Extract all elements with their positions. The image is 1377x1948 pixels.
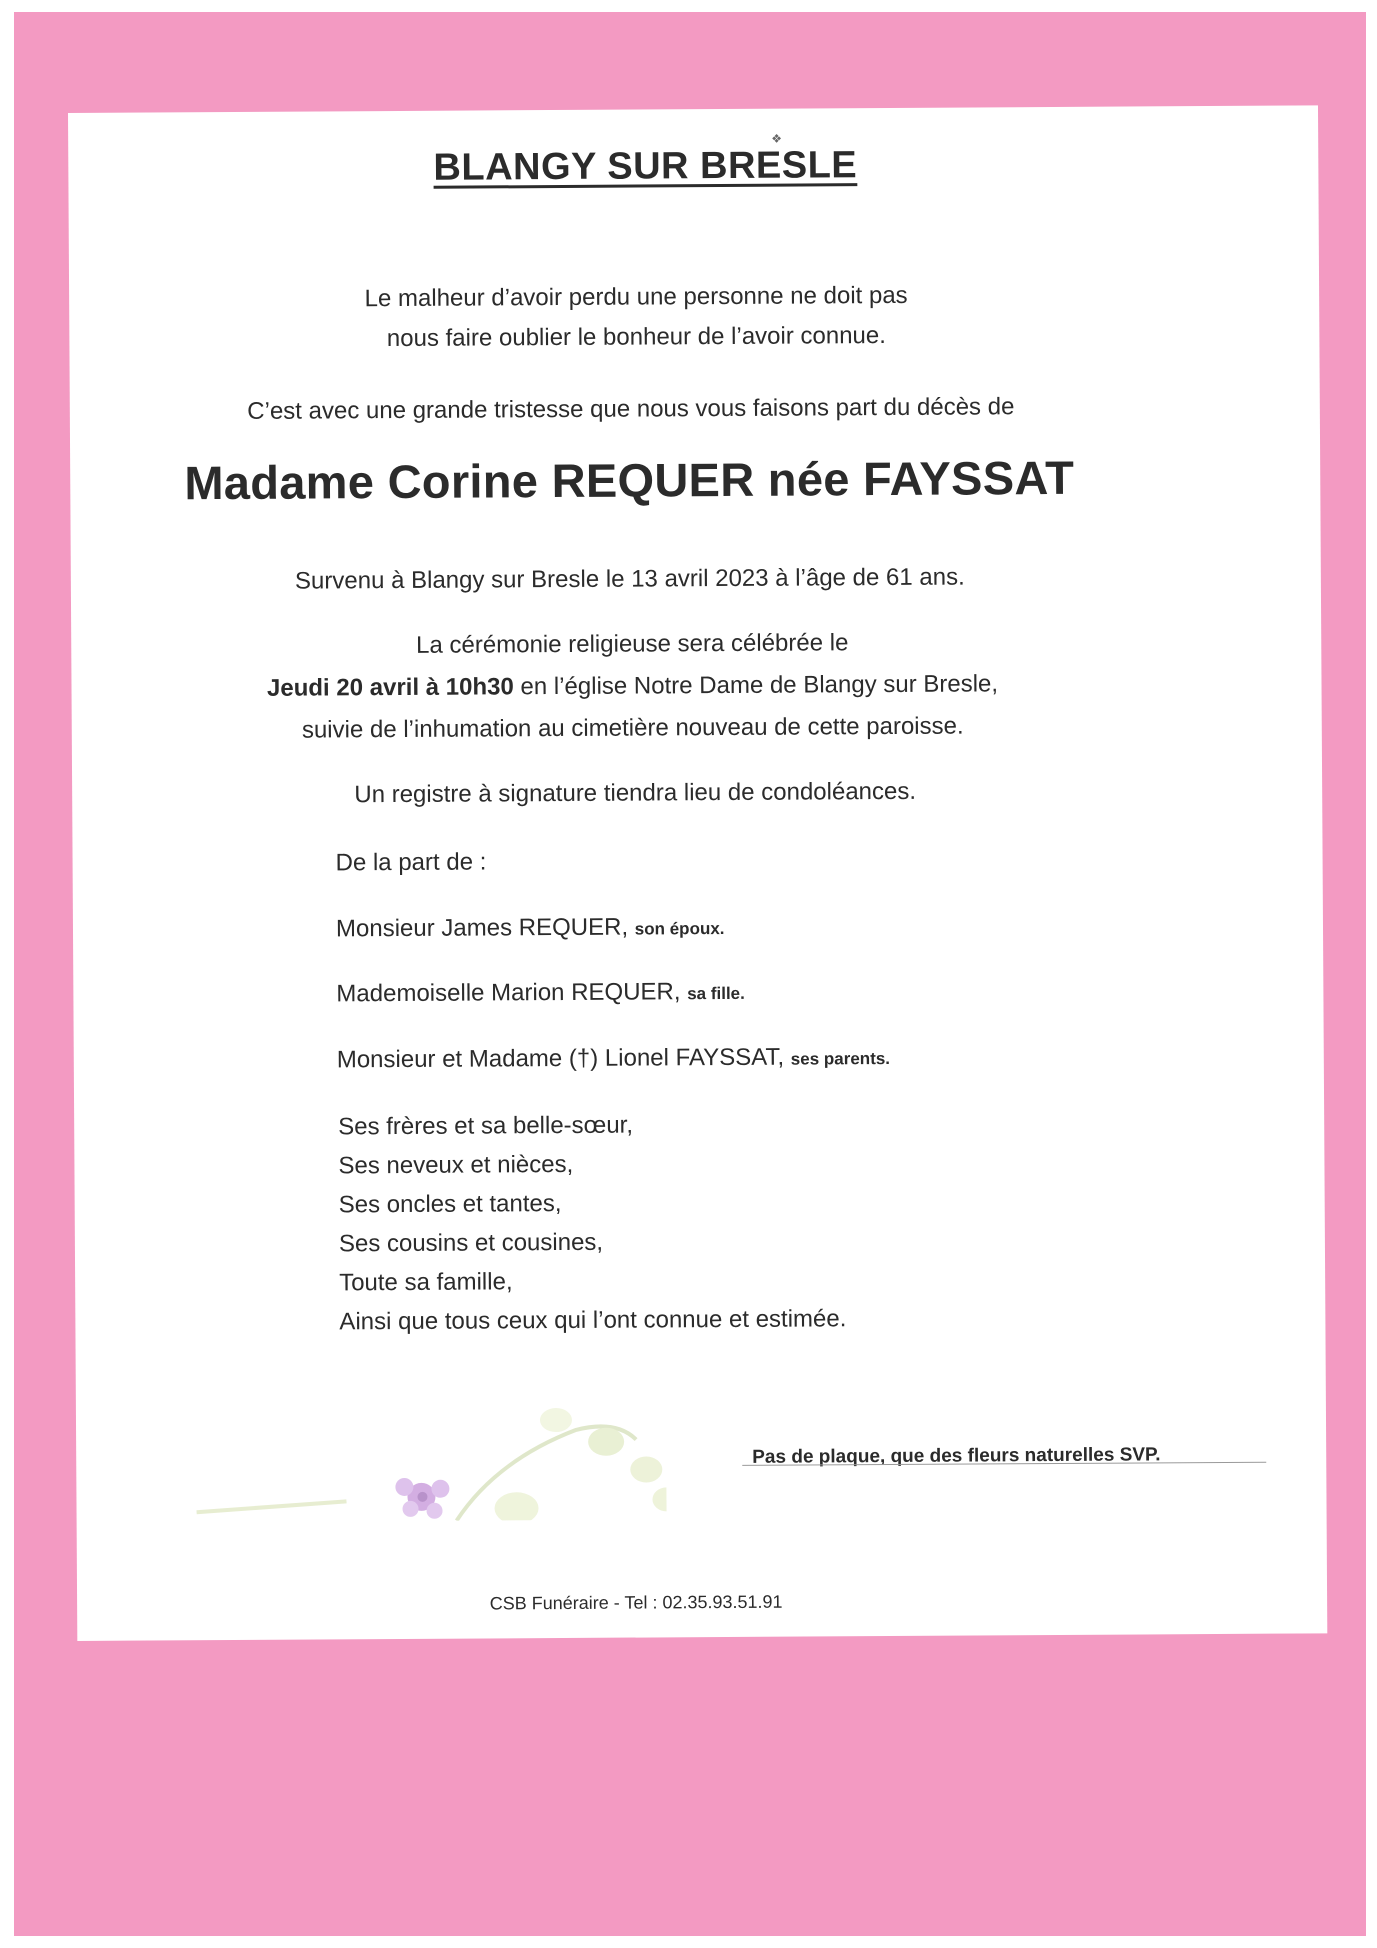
registry-text: Un registre à signature tiendra lieu de condoléances.	[354, 777, 917, 809]
others-line-3: Ses oncles et tantes,	[338, 1190, 562, 1219]
family-member-name: Mademoiselle Marion REQUER,	[336, 978, 681, 1008]
quote-line-1: Le malheur d’avoir perdu une personne ne doit pas	[364, 281, 908, 313]
quote-line-2: nous faire oublier le bonheur de l’avoir connue.	[386, 322, 886, 353]
notice-sheet	[68, 105, 1327, 1641]
ceremony-location: en l’église Notre Dame de Blangy sur Bresle,	[513, 670, 999, 701]
others-line-4: Ses cousins et cousines,	[338, 1228, 604, 1258]
decorative-mark: ❖	[771, 131, 782, 146]
ceremony-line-1: La cérémonie religieuse sera célébrée le	[416, 629, 849, 659]
others-line-2: Ses neveux et nièces,	[338, 1150, 574, 1180]
orchid-flower-image	[196, 1399, 667, 1522]
from-label: De la part de :	[335, 848, 487, 877]
death-info: Survenu à Blangy sur Bresle le 13 avril 2023 à l’âge de 61 ans.	[294, 563, 965, 595]
flowers-note: Pas de plaque, que des fleurs naturelles SVP.	[752, 1444, 1161, 1468]
ceremony-line-3: suivie de l’inhumation au cimetière nouveau de cette paroisse.	[301, 712, 964, 744]
notice-title: BLANGY SUR BRESLE	[433, 144, 858, 189]
others-line-5: Toute sa famille,	[339, 1268, 513, 1297]
family-member-relation: ses parents.	[790, 1048, 891, 1069]
family-member-relation: son époux.	[634, 919, 725, 939]
family-member-name: Monsieur et Madame (†) Lionel FAYSSAT,	[336, 1043, 785, 1074]
others-line-1: Ses frères et sa belle-sœur,	[338, 1111, 634, 1141]
intro-text: C’est avec une grande tristesse que nous vous faisons part du décès de	[247, 393, 1015, 425]
family-member-2	[336, 977, 745, 1011]
others-line-6: Ainsi que tous ceux qui l’ont connue et estimée.	[339, 1305, 847, 1336]
family-member-3	[337, 1042, 890, 1077]
funeral-home-footer: CSB Funéraire - Tel : 02.35.93.51.91	[489, 1591, 783, 1614]
family-member-name: Monsieur James REQUER,	[335, 913, 629, 943]
deceased-name: Madame Corine REQUER née FAYSSAT	[184, 450, 1075, 510]
family-member-1	[336, 912, 725, 946]
family-member-relation: sa fille.	[687, 983, 745, 1004]
ceremony-date: Jeudi 20 avril à 10h30	[266, 673, 514, 702]
ceremony-line-2	[7, 668, 1257, 706]
